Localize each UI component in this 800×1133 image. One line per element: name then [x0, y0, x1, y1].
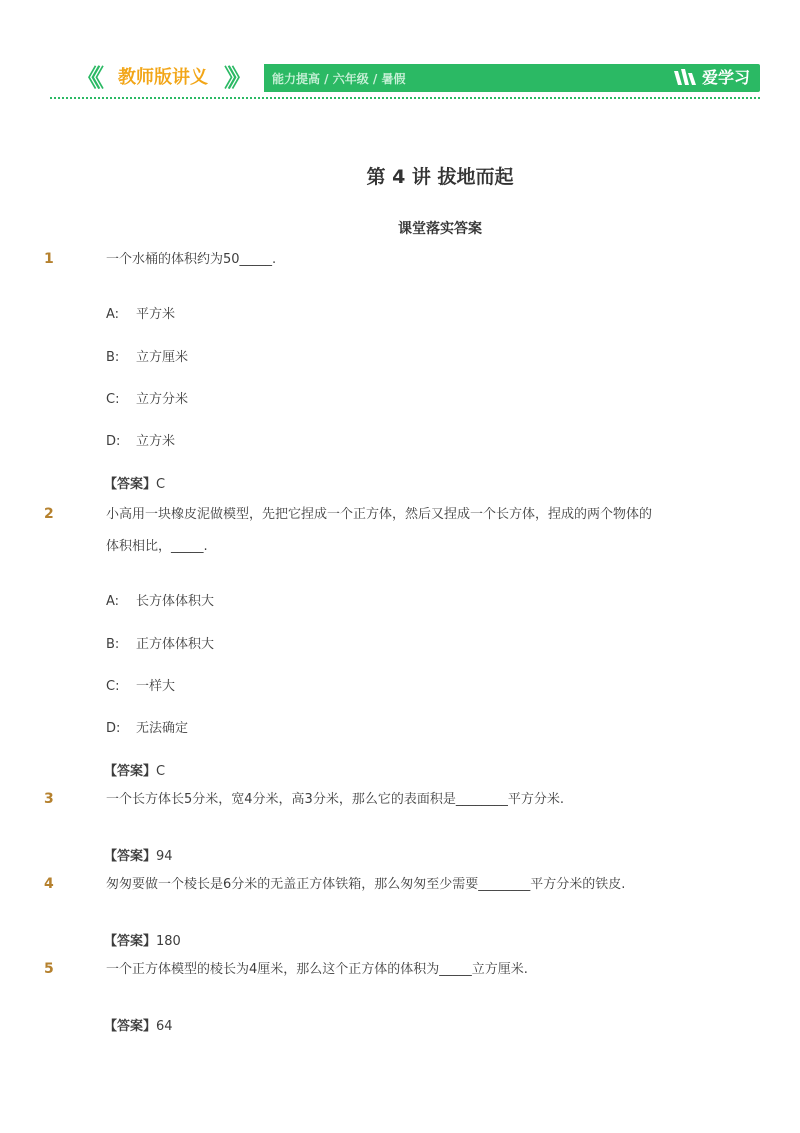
- option-letter: B:: [106, 350, 120, 365]
- question-text: 一个水桶的体积约为50_____.: [106, 252, 277, 267]
- answer-tag: 【答案】: [104, 764, 157, 779]
- option-d: [106, 717, 188, 736]
- answer: [104, 845, 173, 864]
- option-c: [106, 675, 175, 694]
- option-b: [106, 633, 214, 652]
- header-dotted-divider: [50, 97, 760, 99]
- answer-value: 64: [156, 1019, 173, 1034]
- brand-logo-icon: [672, 67, 698, 89]
- option-letter: C:: [106, 392, 120, 407]
- option-b: [106, 346, 188, 365]
- question-text: 一个正方体模型的棱长为4厘米，那么这个正方体的体积为_____立方厘米.: [106, 962, 528, 977]
- question-text: 一个长方体长5分米，宽4分米，高3分米，那么它的表面积是________平方分米.: [106, 792, 564, 807]
- answer-value: C: [156, 764, 166, 779]
- answer-tag: 【答案】: [104, 849, 157, 864]
- option-letter: A:: [106, 307, 120, 322]
- header-banner: [46, 64, 760, 92]
- option-text: 平方米: [136, 307, 176, 322]
- answer: [104, 1015, 173, 1034]
- option-text: 无法确定: [136, 721, 189, 736]
- option-a: [106, 303, 175, 322]
- answer-value: 180: [156, 934, 181, 949]
- chevron-left-icon: 《《: [76, 64, 96, 92]
- option-letter: B:: [106, 637, 120, 652]
- question-number: 3: [44, 791, 54, 807]
- section-title-text: 课堂落实答案: [398, 221, 482, 237]
- question-number: 5: [44, 961, 54, 977]
- answer: [104, 760, 165, 779]
- handout-type-title: 教师版讲义: [118, 67, 208, 88]
- option-letter: A:: [106, 594, 120, 609]
- question-text: 匆匆要做一个棱长是6分米的无盖正方体铁箱，那么匆匆至少需要________平方分米的铁皮.: [106, 877, 626, 892]
- answer-value: C: [156, 477, 166, 492]
- option-letter: D:: [106, 721, 121, 736]
- option-text: 一样大: [136, 679, 176, 694]
- question-text-line-2: 体积相比，_____.: [106, 539, 208, 554]
- answer: [104, 473, 165, 492]
- option-text: 正方体体积大: [136, 637, 215, 652]
- answer-tag: 【答案】: [104, 1019, 157, 1034]
- question-number: 4: [44, 876, 54, 892]
- option-d: [106, 430, 175, 449]
- answer-tag: 【答案】: [104, 934, 157, 949]
- option-text: 立方米: [136, 434, 176, 449]
- option-a: [106, 590, 214, 609]
- lecture-title-text: 第 4 讲 拔地而起: [366, 166, 514, 188]
- question-number: 2: [44, 506, 54, 522]
- section-title: [0, 218, 800, 238]
- answer: [104, 930, 181, 949]
- breadcrumb: 能力提高 / 六年级 / 暑假: [272, 72, 406, 86]
- chevron-right-icon: 》》: [224, 64, 244, 92]
- option-text: 立方厘米: [136, 350, 189, 365]
- answer-value: 94: [156, 849, 173, 864]
- lecture-title: [0, 162, 800, 189]
- option-letter: D:: [106, 434, 121, 449]
- answer-tag: 【答案】: [104, 477, 157, 492]
- option-text: 立方分米: [136, 392, 189, 407]
- option-c: [106, 388, 188, 407]
- brand: [672, 66, 750, 90]
- option-letter: C:: [106, 679, 120, 694]
- brand-name: 爱学习: [701, 68, 750, 87]
- option-text: 长方体体积大: [136, 594, 215, 609]
- question-number: 1: [44, 251, 54, 267]
- question-text-line-1: 小高用一块橡皮泥做模型，先把它捏成一个正方体，然后又捏成一个长方体，捏成的两个物体的: [106, 507, 653, 522]
